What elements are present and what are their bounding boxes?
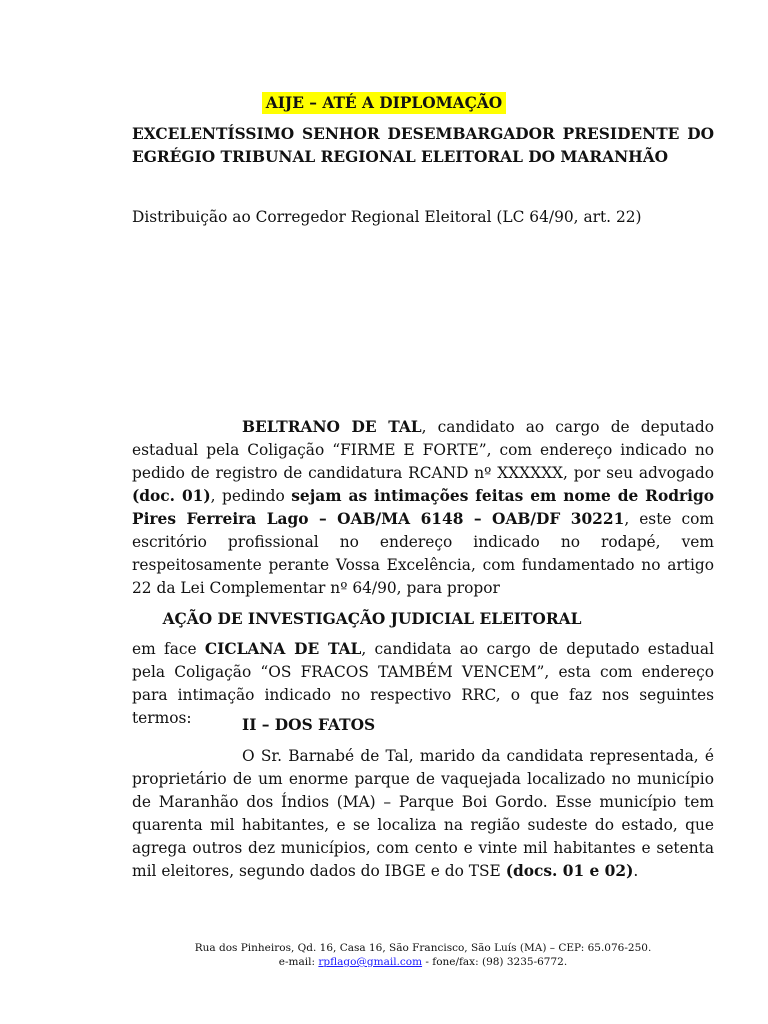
page-footer xyxy=(0,941,768,969)
footer-email-link[interactable]: rpflago@gmail.com xyxy=(318,956,423,968)
intro-text-3: , este com escritório profissional no endereço indicado no rodapé, vem respeitosamente perante Vossa Excelência, com fundamentado no artigo 22 da Lei Complementar nº 64/90, para propor xyxy=(132,510,714,597)
facts-paragraph xyxy=(132,745,714,883)
intro-text-2: , pedindo xyxy=(210,487,292,505)
footer-address: Rua dos Pinheiros, Qd. 16, Casa 16, São Francisco, São Luís (MA) – CEP: 65.076-250. xyxy=(194,942,652,954)
defendant-prefix: em face xyxy=(132,640,205,658)
document-title-wrap xyxy=(0,92,768,114)
defendant-text: , candidata ao cargo de deputado estadual pela Coligação “OS FRACOS TAMBÉM VENCEM”, esta com endereço para intimação indicado no respectivo RRC, o que faz nos seguintes termos: xyxy=(132,640,714,727)
facts-end: . xyxy=(633,862,639,880)
footer-phone: - fone/fax: (98) 3235-6772. xyxy=(422,956,568,968)
document-title: AIJE – ATÉ A DIPLOMAÇÃO xyxy=(262,92,506,114)
intro-text-1: , candidato ao cargo de deputado estadual pela Coligação “FIRME E FORTE”, com endereço indicado no pedido de registro de candidatura RCAND nº XXXXXX, por seu advogado xyxy=(132,418,714,482)
defendant-name: CICLANA DE TAL xyxy=(204,640,362,658)
plaintiff-name: BELTRANO DE TAL xyxy=(242,418,422,436)
distribution-note: Distribuição ao Corregedor Regional Eleitoral (LC 64/90, art. 22) xyxy=(132,208,642,226)
section-title: II – DOS FATOS xyxy=(242,716,376,734)
facts-docs: (docs. 01 e 02) xyxy=(505,862,634,880)
facts-text: O Sr. Barnabé de Tal, marido da candidata representada, é proprietário de um enorme parque de vaquejada localizado no município de Maranhão dos Índios (MA) – Parque Boi Gordo. Esse município tem quarenta mil habitantes, e se localiza na região sudeste do estado, que agrega outros dez municípios, com cento e vinte mil habitantes e setenta mil eleitores, segundo dados do IBGE e do TSE xyxy=(132,747,714,880)
intimation-request: sejam as intimações feitas em nome de Rodrigo Pires Ferreira Lago – OAB/MA 6148 – OAB/DF 30221 xyxy=(132,487,714,528)
footer-email-label: e-mail: xyxy=(278,956,319,968)
addressee: EXCELENTÍSSIMO SENHOR DESEMBARGADOR PRESIDENTE DO EGRÉGIO TRIBUNAL REGIONAL ELEITORAL DO MARANHÃO xyxy=(132,125,714,166)
footer-contact xyxy=(0,955,768,969)
intro-paragraph xyxy=(132,416,714,600)
action-title: AÇÃO DE INVESTIGAÇÃO JUDICIAL ELEITORAL xyxy=(162,610,582,628)
doc-reference: (doc. 01) xyxy=(132,487,211,505)
